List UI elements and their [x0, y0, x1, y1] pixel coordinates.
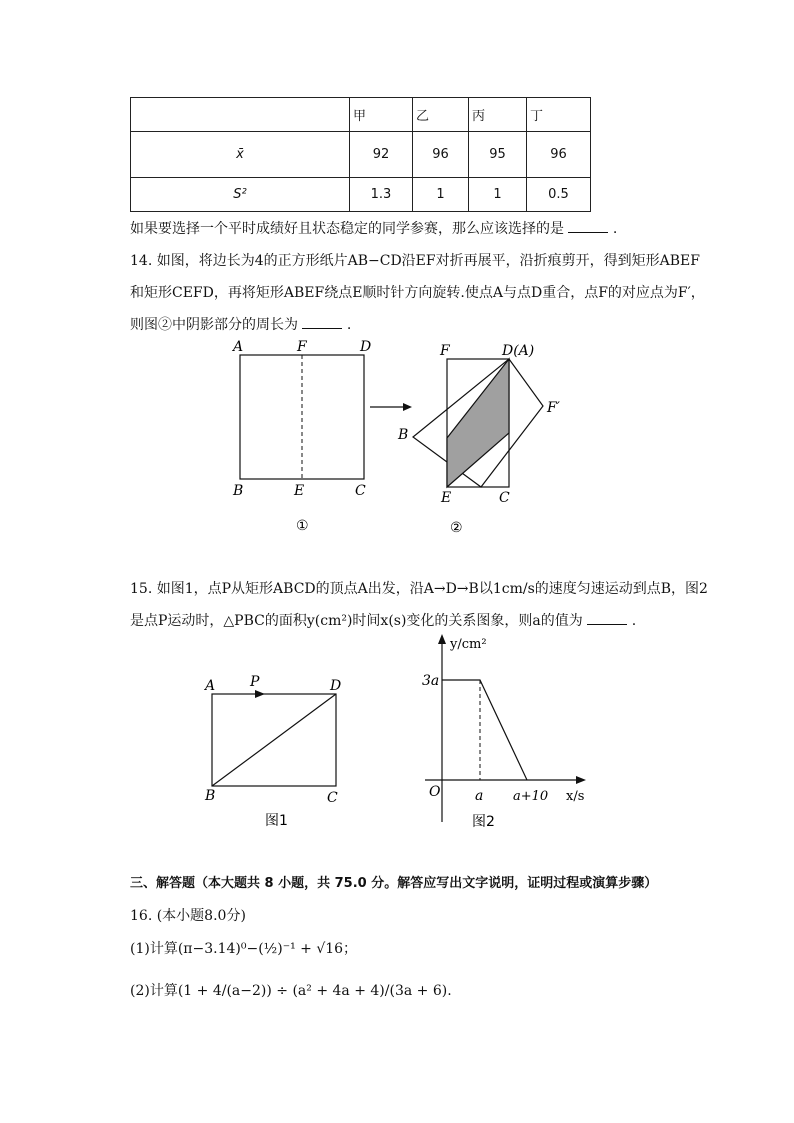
table-cell: 95	[469, 132, 527, 178]
q14-line3	[130, 314, 351, 334]
fig2-label-C: C	[499, 490, 510, 506]
fig1-label-D: D	[330, 678, 342, 694]
fig2-label-Fprime: F′	[547, 400, 560, 416]
x-tick-a-plus-10: a+10	[513, 789, 549, 804]
answer-blank	[302, 316, 342, 329]
q16-part2: (2)计算(1 + 4/(a−2)) ÷ (a² + 4a + 4)/(3a + 6).	[130, 983, 452, 999]
table-cell: 96	[413, 132, 469, 178]
stats-table	[130, 97, 591, 212]
table-cell: 96	[527, 132, 591, 178]
fig1-label-E: E	[294, 483, 305, 499]
table-header-cell: 乙	[413, 98, 469, 132]
answer-blank	[587, 612, 627, 625]
q14-line2: 和矩形CEFD，再将矩形ABEF绕点E顺时针方向旋转.使点A与点D重合，点F的对应点为F′，	[130, 285, 705, 301]
fig2-label-E: E	[441, 490, 452, 506]
x-axis-arrow	[576, 776, 586, 784]
x-tick-a: a	[475, 788, 484, 804]
q14-line1: 14. 如图，将边长为4的正方形纸片AB−CD沿EF对折再展平，沿折痕剪开，得到矩形ABEF	[130, 253, 700, 269]
q15-line1: 15. 如图1，点P从矩形ABCD的顶点A出发，沿A→D→B以1cm/s的速度匀速运动到点B，图2	[130, 581, 708, 597]
fig2-shaded-region	[447, 359, 509, 487]
fig2-caption: ②	[450, 520, 463, 536]
fig1-label-B: B	[233, 483, 244, 499]
q16-title: 16. (本小题8.0分)	[130, 908, 246, 924]
period: .	[631, 613, 637, 629]
period: .	[612, 221, 618, 237]
fig1-label-C: C	[327, 790, 338, 806]
table-row-label: S²	[131, 178, 350, 212]
table-row	[131, 132, 591, 178]
fig2-label-B: B	[398, 427, 409, 443]
table-cell: 0.5	[527, 178, 591, 212]
diagonal-bd	[212, 694, 336, 786]
area-graph-line	[442, 680, 527, 780]
fig1-caption: 图1	[265, 813, 288, 829]
fig1-label-D: D	[360, 339, 372, 355]
table-cell: 1.3	[350, 178, 413, 212]
fig2-label-DA: D(A)	[502, 343, 535, 359]
y-axis-label: y/cm²	[450, 637, 487, 652]
q15-figure2-graph	[420, 632, 595, 832]
section3-heading: 三、解答题（本大题共 8 小题，共 75.0 分。解答应写出文字说明，证明过程或演算步骤）	[130, 876, 658, 891]
fig1-label-F: F	[297, 339, 307, 355]
fig1-caption: ①	[296, 518, 309, 534]
q15-line2	[130, 610, 636, 630]
table-cell: 1	[413, 178, 469, 212]
table-cell: 92	[350, 132, 413, 178]
table-header-cell: 丙	[469, 98, 527, 132]
table-cell: 1	[469, 178, 527, 212]
table-header-cell	[131, 98, 350, 132]
q15-figure1	[195, 670, 355, 835]
table-header-cell: 丁	[527, 98, 591, 132]
table-row-label: x̄	[131, 132, 350, 178]
y-tick-3a: 3a	[422, 673, 440, 689]
fig1-label-A: A	[205, 678, 216, 694]
q14-line3-text: 则图②中阴影部分的周长为	[130, 317, 298, 333]
period: .	[346, 317, 352, 333]
fig1-label-P: P	[250, 674, 260, 690]
answer-blank	[568, 220, 608, 233]
fig1-label-A: A	[233, 339, 244, 355]
motion-arrow-head	[255, 690, 265, 698]
q13-question-tail	[130, 218, 617, 238]
q15-line2-text: 是点P运动时，△PBC的面积y(cm²)时间x(s)变化的关系图象，则a的值为	[130, 613, 583, 629]
table-header-cell: 甲	[350, 98, 413, 132]
fig2-caption: 图2	[472, 814, 495, 830]
origin-label: O	[429, 784, 441, 800]
fig1-label-C: C	[355, 483, 366, 499]
fig1-label-B: B	[205, 788, 216, 804]
x-axis-label: x/s	[566, 789, 585, 804]
q13-text: 如果要选择一个平时成绩好且状态稳定的同学参赛，那么应该选择的是	[130, 221, 564, 237]
fig2-label-F: F	[440, 343, 450, 359]
q14-figures	[220, 335, 580, 545]
table-header-row	[131, 98, 591, 132]
q16-part1: (1)计算(π−3.14)⁰−(½)⁻¹ + √16；	[130, 941, 358, 957]
y-axis-arrow	[438, 634, 446, 644]
table-row	[131, 178, 591, 212]
arrow-head	[403, 403, 412, 411]
